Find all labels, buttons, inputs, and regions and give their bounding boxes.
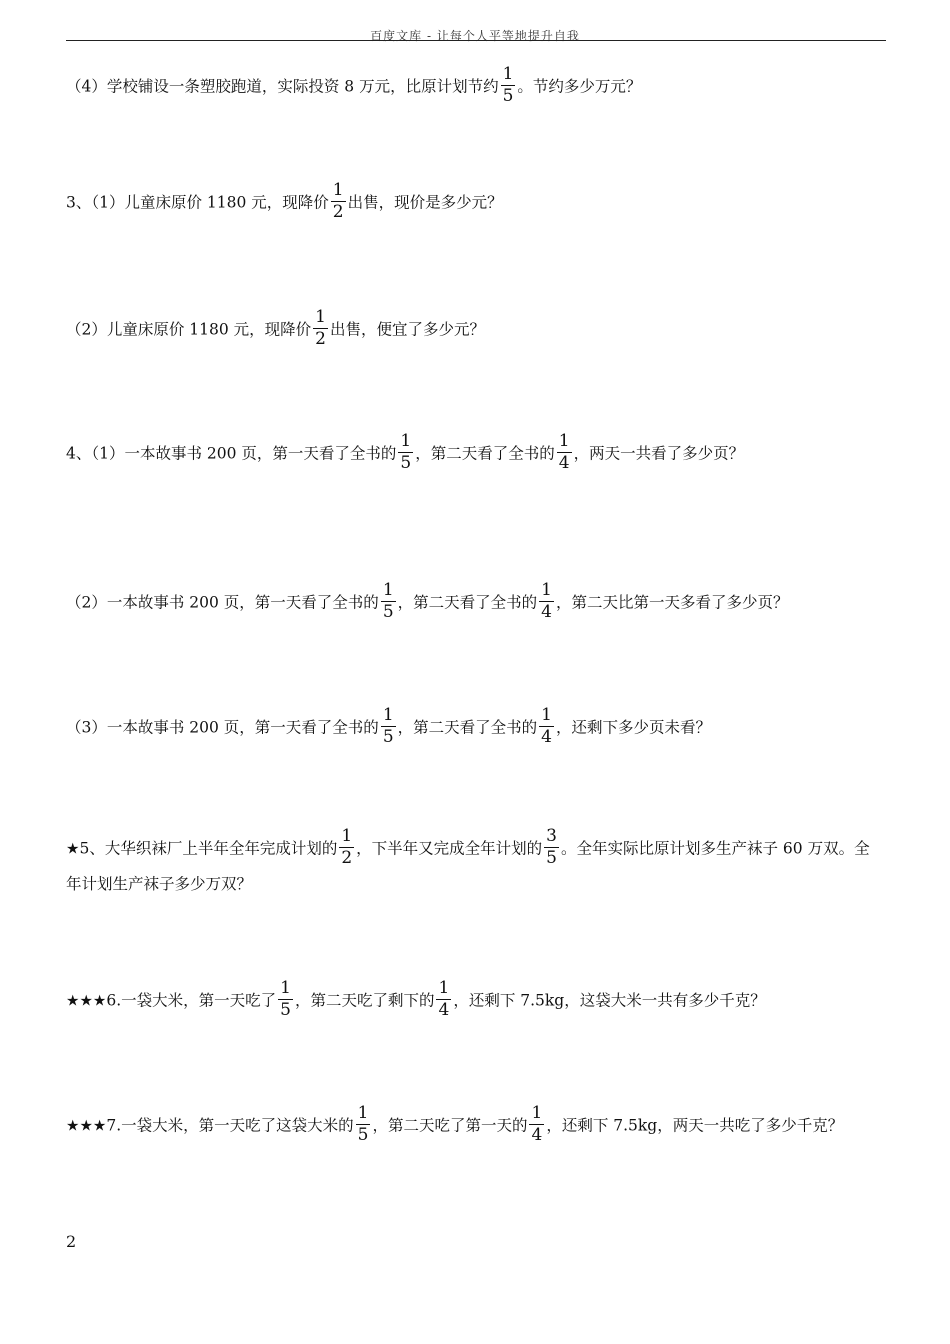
question-text: 5、大华织袜厂上半年全年完成计划的 [79, 839, 338, 858]
question-text: 。节约多少万元？ [517, 77, 642, 96]
fraction: $\frac{1}{4}$ [438, 978, 450, 1020]
question-text: ，第二天吃了第一天的 [372, 1116, 528, 1135]
question-7 [66, 1103, 884, 1146]
question-text: ，还剩下 7.5kg，这袋大米一共有多少千克？ [453, 991, 766, 1010]
question-3-part-1 [66, 180, 884, 223]
fraction: $\frac{1}{2}$ [332, 180, 344, 222]
question-text: 出售，便宜了多少元？ [330, 320, 486, 339]
question-text: 出售，现价是多少元？ [347, 193, 503, 212]
question-4-part-1 [66, 431, 884, 474]
question-text: ，还剩下多少页未看？ [555, 718, 711, 737]
fraction: $\frac{1}{4}$ [531, 1103, 543, 1145]
fraction: $\frac{1}{2}$ [315, 307, 326, 349]
question-text: ，两天一共看了多少页？ [573, 444, 745, 463]
question-text: ，第二天看了全书的 [397, 718, 538, 737]
question-text: ，第二天比第一天多看了多少页？ [555, 593, 789, 612]
question-4-part-4 [66, 64, 884, 107]
question-6 [66, 978, 884, 1021]
question-text: ，下半年又完成全年计划的 [356, 839, 543, 858]
question-text: （3）一本故事书 200 页，第一天看了全书的 [66, 718, 379, 737]
question-text: （2）一本故事书 200 页，第一天看了全书的 [66, 593, 379, 612]
question-text: 6.一袋大米，第一天吃了 [106, 991, 277, 1010]
fraction: $\frac{1}{2}$ [341, 826, 353, 868]
page-header: 百度文库 - 让每个人平等地提升自我 [370, 29, 580, 43]
fraction: $\frac{1}{5}$ [280, 978, 291, 1020]
question-3-part-2 [66, 307, 884, 350]
page-number: 2 [66, 1232, 77, 1251]
question-text: （4）学校铺设一条塑胶跑道，实际投资 8 万元，比原计划节约 [66, 77, 499, 96]
fraction: $\frac{1}{4}$ [541, 580, 552, 622]
question-text: ，第二天看了全书的 [415, 444, 555, 463]
question-text: 7.一袋大米，第一天吃了这袋大米的 [106, 1116, 354, 1135]
star-icon: ★★★ [66, 991, 107, 1010]
star-icon: ★ [66, 839, 80, 858]
question-text: 。全年实际比原计划多生产袜子 60 万双。全年计划生产袜子多少万双？ [66, 839, 870, 893]
question-text: ，还剩下 7.5kg，两天一共吃了多少千克？ [546, 1116, 844, 1135]
question-text: ，第二天看了全书的 [397, 593, 538, 612]
question-text: （2）儿童床原价 1180 元，现降价 [66, 320, 312, 339]
header-rule [66, 40, 886, 41]
question-text: 3、（1）儿童床原价 1180 元，现降价 [66, 193, 329, 212]
fraction: $\frac{1}{4}$ [541, 705, 552, 747]
question-4-part-3 [66, 705, 884, 748]
fraction: $\frac{1}{5}$ [382, 580, 394, 622]
fraction: $\frac{3}{5}$ [546, 826, 557, 868]
question-text: 4、（1）一本故事书 200 页，第一天看了全书的 [66, 444, 397, 463]
fraction: $\frac{1}{4}$ [558, 431, 570, 473]
fraction: $\frac{1}{5}$ [400, 431, 412, 473]
question-5 [66, 826, 884, 899]
question-text: ，第二天吃了剩下的 [294, 991, 435, 1010]
star-icon: ★★★ [66, 1116, 107, 1135]
fraction: $\frac{1}{5}$ [357, 1103, 369, 1145]
fraction: $\frac{1}{5}$ [382, 705, 394, 747]
question-4-part-2 [66, 580, 884, 623]
fraction: $\frac{1}{5}$ [502, 64, 514, 106]
